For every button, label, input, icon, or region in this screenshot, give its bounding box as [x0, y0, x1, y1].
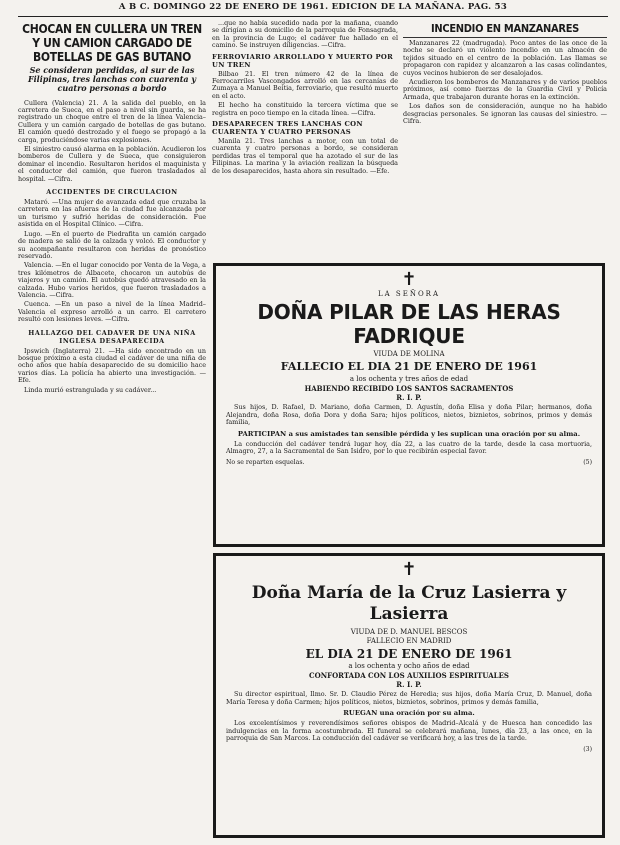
article-paragraph: Linda murió estrangulada y su cadáver...	[24, 385, 157, 394]
section-heading-traffic-accidents: ACCIDENTES DE CIRCULACION	[46, 188, 178, 197]
obituary-family: Sus hijos, D. Rafael, D. Mariano, doña Carmen, D. Agustín, doña Elisa y doña Pilar; hermanos, doña Alejandra, doña Rosa, doña Dora y doña Sara; hijos políticos, nietos, biznietos, sobrinos, primos y demás familia,	[226, 403, 592, 427]
article-paragraph: ...que no había sucedido nada por la mañana, cuando se dirigían a su domicilio de la parroquia de Fonsagrada, en la provincia de Lugo; el cadáver fue hallado en el camino. Se instruyen diligencias. —Cifra.	[212, 20, 398, 50]
article-paragraph: Cullera (Valencia) 21. A la salida del pueblo, en la carretera de Sueca, en el paso a nivel sin guarda, se ha registrado un choque entre el tren de la línea Valencia–Cullera y un camión cargado de botellas de gas butano. El camión quedó destrozado y el fuego se propagó a la carga, produciéndose varias explosiones.	[18, 98, 206, 144]
article-paragraph: Mataró. —Una mujer de avanzada edad que cruzaba la carretera en las afueras de la ciudad fue alcanzada por un turismo y sufrió heridas de consideración. Fue asistida en el Hospital Clínico. —Cifra.	[18, 198, 206, 229]
obituary-funeral: Los excelentísimos y reverendísimos señores obispos de Madrid–Alcalá y de Huesca han concedido las indulgencias en la forma acostumbrada. El funeral se celebrará mañana, lunes, día 23, a las once, en la parroquia de San Marcos. La conducción del cadáver se verificará hoy, a las tres de la tarde.	[226, 719, 592, 743]
article-paragraph: Valencia. —En el lugar conocido por Venta de la Vega, a tres kilómetros de Albacete, chocaron un autobús de viajeros y un camión. El autobús quedó atravesado en la calzada. Hubo varios heridos, que fueron trasladados a Valencia. —Cifra.	[18, 261, 206, 299]
cross-icon: ✝	[401, 559, 417, 580]
obituary-prefix: LA SEÑORA	[377, 290, 441, 298]
obituary-pilar-de-las-heras	[213, 263, 605, 547]
obituary-death-date: EL DIA 21 DE ENERO DE 1961	[305, 647, 513, 661]
subheadline-lost-boats: Se consideran perdidas, al sur de las Filipinas, tres lanchas con cuarenta y cuatro personas a bordo	[27, 65, 197, 94]
headline-fire: INCENDIO EN MANZANARES	[403, 22, 607, 38]
page-header: A B C. DOMINGO 22 DE ENERO DE 1961. EDICION DE LA MAÑANA. PAG. 53	[18, 2, 608, 17]
obituary-age: a los ochenta y ocho años de edad	[348, 662, 470, 670]
obituary-rip: R. I. P.	[396, 393, 422, 402]
obituary-city: FALLECIO EN MADRID	[366, 637, 452, 645]
obituary-age: a los ochenta y tres años de edad	[349, 375, 469, 383]
obituary-no-cards: No se reparten esquelas.	[226, 458, 305, 466]
obituary-family: Su director espiritual, Ilmo. Sr. D. Claudio Pérez de Heredia; sus hijos, doña María Cruz, D. Manuel, doña María Teresa y doña Carmen; hijos políticos, nietos, biznietos, sobrinos, primos y demás familia,	[226, 690, 592, 706]
article-paragraph: El siniestro causó alarma en la población. Acudieron los bomberos de Cullera y de Sueca, que consiguieron dominar el incendio. Resultaron heridos el maquinista y el conductor del camión, que fueron trasladados al hospital. —Cifra.	[18, 145, 206, 183]
section-heading-missing-girl: HALLAZGO DEL CADAVER DE UNA NIÑA INGLESA DESAPARECIDA	[28, 328, 196, 345]
obituary-widow: VIUDA DE D. MANUEL BESCOS	[350, 628, 468, 636]
section-heading-boats-missing: DESAPARECEN TRES LANCHAS CON CUARENTA Y CUATRO PERSONAS	[212, 120, 363, 137]
article-paragraph: Los daños son de consideración, aunque no ha habido desgracias personales. Se ignoran las causas del siniestro. —Cifra.	[403, 102, 607, 126]
article-paragraph: Bilbao 21. El tren número 42 de la línea de Ferrocarriles Vascongados arrolló en las cercanías de Zumaya a Manuel Beitia, ferroviario, que resultó muerto en el acto.	[212, 69, 398, 100]
obituary-maria-lasierra	[213, 553, 605, 838]
column-middle	[212, 20, 398, 258]
article-paragraph: Manzanares 22 (madrugada). Poco antes de las once de la noche se declaró un violento incendio en un almacén de tejidos situado en el centro de la población. Las llamas se propagaron con rapidez y alcanzaron a las casas colindantes, cuyos vecinos hubieron de ser desalojados.	[403, 39, 607, 77]
obituary-notice: PARTICIPAN a sus amistades tan sensible pérdida y les suplican una oración por su alma.	[237, 429, 581, 438]
section-heading-railway-worker: FERROVIARIO ARROLLADO Y MUERTO POR UN TREN	[212, 52, 394, 69]
obituary-ref: (5)	[583, 458, 592, 466]
article-paragraph: Cuenca. —En un paso a nivel de la línea Madrid–Valencia el expreso arrolló a un carro. El carretero resultó con lesiones leves. —Cifra.	[18, 300, 206, 324]
article-paragraph: Ipswich (Inglaterra) 21. —Ha sido encontrado en un bosque próximo a esta ciudad el cadáver de una niña de ocho años que había desaparecido de su domicilio hace varios días. La policía ha abierto una investigación. —Efe.	[18, 346, 206, 385]
headline-train-crash: CHOCAN EN CULLERA UN TREN Y UN CAMION CARGADO DE BOTELLAS DE GAS BUTANO	[22, 22, 202, 64]
obituary-notice: RUEGAN una oración por su alma.	[343, 709, 475, 718]
column-left	[18, 20, 206, 840]
article-paragraph: Manila 21. Tres lanchas a motor, con un total de cuarenta y cuatro personas a bordo, se consideran perdidas tras el temporal que ha azotado el sur de las Filipinas. La marina y la aviación realizan la búsqueda de los desaparecidos, hasta ahora sin resultado. —Efe.	[212, 137, 398, 175]
obituary-name: Doña María de la Cruz Lasierra y Lasierra	[251, 583, 567, 624]
obituary-widow: VIUDA DE MOLINA	[373, 350, 445, 358]
cross-icon: ✝	[401, 269, 417, 290]
obituary-ref: (3)	[583, 745, 592, 753]
column-right	[403, 20, 607, 258]
obituary-funeral: La conducción del cadáver tendrá lugar hoy, día 22, a las cuatro de la tarde, desde la casa mortuoria, Almagro, 27, a la Sacramental de San Isidro, por lo que recibirán especial favor.	[226, 439, 592, 456]
article-paragraph: El hecho ha constituido la tercera víctima que se registra en poco tiempo en la citada línea. —Cifra.	[212, 101, 398, 117]
article-paragraph: Acudieron los bomberos de Manzanares y de varios pueblos próximos, así como fuerzas de la Guardia Civil y Policía Armada, que trabajaron durante horas en la extinción.	[403, 78, 607, 101]
obituary-sacraments: CONFORTADA CON LOS AUXILIOS ESPIRITUALES	[309, 671, 509, 680]
obituary-death-date: FALLECIO EL DIA 21 DE ENERO DE 1961	[280, 360, 538, 373]
obituary-name: DOÑA PILAR DE LAS HERAS FADRIQUE	[257, 300, 561, 348]
article-paragraph: Lugo. —En el puerto de Piedrafita un camión cargado de madera se salió de la calzada y volcó. El conductor y su acompañante resultaron con heridas de pronóstico reservado.	[18, 229, 206, 260]
obituary-rip: R. I. P.	[396, 680, 422, 689]
obituary-sacraments: HABIENDO RECIBIDO LOS SANTOS SACRAMENTOS	[304, 384, 514, 393]
